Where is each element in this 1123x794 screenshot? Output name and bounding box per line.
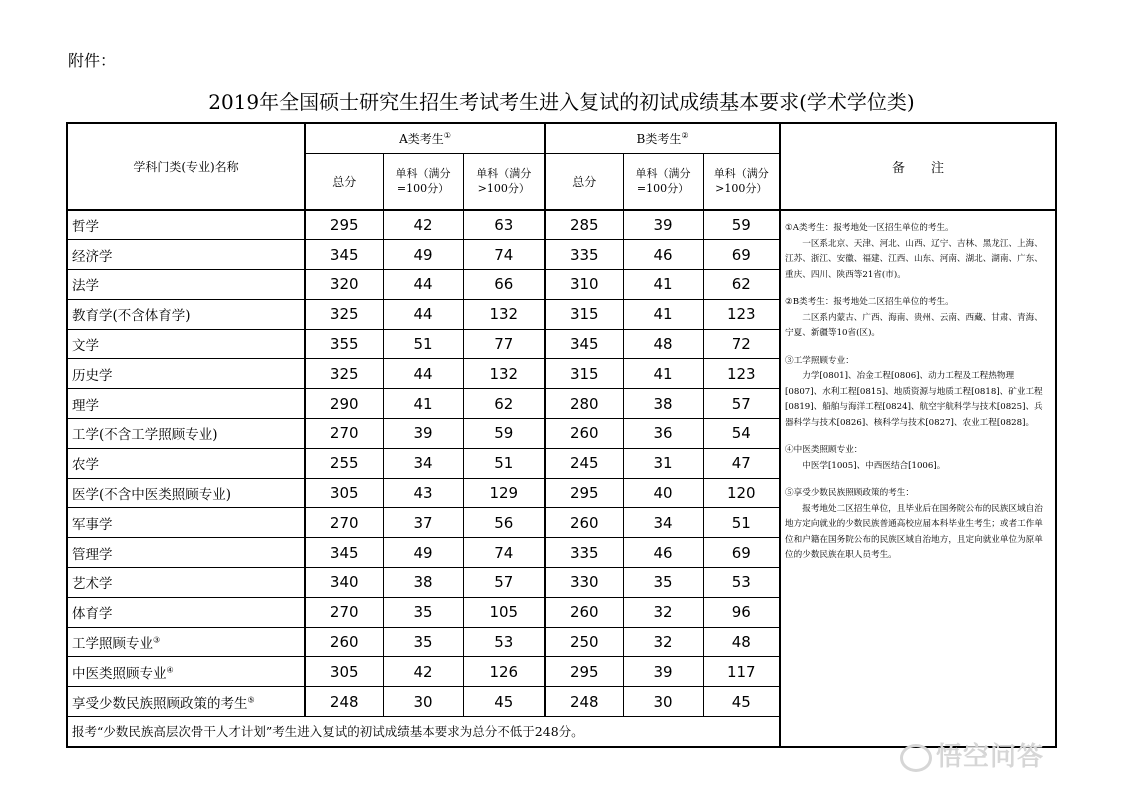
subject-name: 理学 [67,389,305,419]
score-a-total: 270 [305,597,383,627]
score-b-sover: 120 [703,478,780,508]
note-item: ⑤享受少数民族照顾政策的考生： 报考地处二区招生单位，且毕业后在国务院公布的民族区域自治地方定向就业的少数民族普通高校应届本科毕业生考生；或者工作单位和户籍在国务院公布的民族区域自治地方，且定向就业单位为原单位的少数民族在职人员考生。 [785,488,1043,560]
score-b-s100: 39 [623,210,703,240]
score-a-s100: 43 [383,478,463,508]
score-a-total: 305 [305,478,383,508]
score-a-total: 295 [305,210,383,240]
score-a-total: 248 [305,687,383,717]
score-a-sover: 57 [463,568,545,598]
score-b-s100: 46 [623,240,703,270]
score-b-sover: 69 [703,240,780,270]
score-a-total: 355 [305,329,383,359]
score-b-s100: 38 [623,389,703,419]
note-item: ③工学照顾专业： 力学[0801]、冶金工程[0806]、动力工程及工程热物理[0807]、水利工程[0815]、地质资源与地质工程[0818]、矿业工程[0819]、船舶与海洋工程[0824]、航空宇航科学与技术[0825]、兵器科学与技术[0826]、核科学与技术[0827]、农业工程[0828]。 [785,355,1043,428]
score-a-total: 320 [305,270,383,300]
score-b-sover: 72 [703,329,780,359]
score-b-total: 295 [545,657,623,687]
score-a-sover: 74 [463,538,545,568]
score-b-sover: 48 [703,627,780,657]
header-b-single-over100: 单科（满分 >100分） [703,153,780,210]
score-b-s100: 31 [623,448,703,478]
annex-label: 附件： [68,51,117,70]
score-a-sover: 45 [463,687,545,717]
score-b-sover: 123 [703,299,780,329]
score-b-sover: 57 [703,389,780,419]
score-b-total: 345 [545,329,623,359]
score-b-sover: 45 [703,687,780,717]
note-item: ②B类考生：报考地处二区招生单位的考生。 二区系内蒙古、广西、海南、贵州、云南、西藏、甘肃、青海、宁夏、新疆等10省(区)。 [785,297,1043,338]
score-b-total: 248 [545,687,623,717]
subject-name: 医学(不含中医类照顾专业) [67,478,305,508]
subject-name: 中医类照顾专业④ [67,657,305,687]
score-b-s100: 35 [623,568,703,598]
score-a-s100: 51 [383,329,463,359]
score-b-sover: 123 [703,359,780,389]
score-b-total: 315 [545,299,623,329]
score-a-s100: 49 [383,538,463,568]
header-subject: 学科门类(专业)名称 [67,123,305,210]
score-b-sover: 59 [703,210,780,240]
score-a-s100: 44 [383,359,463,389]
score-a-sover: 56 [463,508,545,538]
chat-bubble-icon [900,744,932,772]
score-b-sover: 54 [703,419,780,449]
score-b-total: 295 [545,478,623,508]
score-a-s100: 37 [383,508,463,538]
score-b-sover: 69 [703,538,780,568]
score-a-s100: 35 [383,597,463,627]
score-b-sover: 51 [703,508,780,538]
subject-name: 管理学 [67,538,305,568]
score-a-sover: 105 [463,597,545,627]
header-a-single-100: 单科（满分 =100分） [383,153,463,210]
score-a-total: 270 [305,508,383,538]
score-b-total: 280 [545,389,623,419]
score-a-s100: 42 [383,657,463,687]
score-a-sover: 63 [463,210,545,240]
score-b-s100: 41 [623,299,703,329]
score-a-total: 305 [305,657,383,687]
score-b-total: 315 [545,359,623,389]
score-b-total: 260 [545,419,623,449]
score-b-s100: 32 [623,597,703,627]
score-table [66,122,1057,748]
remarks-notes [780,210,1056,747]
subject-name: 农学 [67,448,305,478]
score-a-sover: 132 [463,299,545,329]
score-b-total: 250 [545,627,623,657]
score-a-s100: 44 [383,299,463,329]
subject-name: 历史学 [67,359,305,389]
note-item: ①A类考生：报考地处一区招生单位的考生。 一区系北京、天津、河北、山西、辽宁、吉林、黑龙江、上海、江苏、浙江、安徽、福建、江西、山东、河南、湖北、湖南、广东、重庆、四川、陕西等21省(市)。 [785,223,1043,280]
score-b-s100: 32 [623,627,703,657]
header-b-total: 总分 [545,153,623,210]
score-a-total: 345 [305,538,383,568]
score-b-total: 335 [545,240,623,270]
score-a-sover: 77 [463,329,545,359]
score-b-sover: 47 [703,448,780,478]
score-a-s100: 39 [383,419,463,449]
score-b-total: 285 [545,210,623,240]
score-a-sover: 53 [463,627,545,657]
score-a-s100: 30 [383,687,463,717]
subject-name: 哲学 [67,210,305,240]
score-a-total: 290 [305,389,383,419]
score-b-sover: 117 [703,657,780,687]
subject-name: 艺术学 [67,568,305,598]
score-b-total: 260 [545,508,623,538]
subject-name: 法学 [67,270,305,300]
subject-name: 教育学(不含体育学) [67,299,305,329]
score-b-s100: 46 [623,538,703,568]
score-a-sover: 129 [463,478,545,508]
header-group-a: A类考生① [305,123,545,153]
subject-name: 体育学 [67,597,305,627]
score-b-total: 330 [545,568,623,598]
score-b-total: 310 [545,270,623,300]
score-b-s100: 40 [623,478,703,508]
subject-name: 经济学 [67,240,305,270]
footer-note: 报考“少数民族高层次骨干人才计划”考生进入复试的初试成绩基本要求为总分不低于248分。 [67,717,780,747]
score-a-total: 325 [305,299,383,329]
score-a-total: 325 [305,359,383,389]
score-a-s100: 49 [383,240,463,270]
score-b-total: 245 [545,448,623,478]
score-a-total: 270 [305,419,383,449]
subject-name: 军事学 [67,508,305,538]
subject-name: 文学 [67,329,305,359]
score-a-sover: 51 [463,448,545,478]
score-a-s100: 42 [383,210,463,240]
score-a-sover: 126 [463,657,545,687]
header-a-single-over100: 单科（满分 >100分） [463,153,545,210]
note-item: ④中医类照顾专业： 中医学[1005]、中西医结合[1006]。 [785,445,946,471]
score-b-total: 260 [545,597,623,627]
score-b-s100: 34 [623,508,703,538]
header-group-b: B类考生② [545,123,780,153]
score-a-sover: 74 [463,240,545,270]
score-b-s100: 48 [623,329,703,359]
score-a-sover: 66 [463,270,545,300]
subject-name: 工学照顾专业③ [67,627,305,657]
score-a-total: 340 [305,568,383,598]
score-b-total: 335 [545,538,623,568]
watermark: 悟空问答 [900,736,1044,773]
score-b-s100: 41 [623,270,703,300]
score-a-s100: 34 [383,448,463,478]
subject-name: 工学(不含工学照顾专业) [67,419,305,449]
subject-name: 享受少数民族照顾政策的考生⑤ [67,687,305,717]
score-a-s100: 38 [383,568,463,598]
header-a-total: 总分 [305,153,383,210]
table-row [67,210,1056,240]
score-a-total: 260 [305,627,383,657]
score-a-s100: 35 [383,627,463,657]
score-a-total: 255 [305,448,383,478]
score-b-s100: 36 [623,419,703,449]
score-b-s100: 30 [623,687,703,717]
score-b-s100: 41 [623,359,703,389]
score-b-sover: 96 [703,597,780,627]
score-a-sover: 59 [463,419,545,449]
score-a-sover: 62 [463,389,545,419]
score-a-s100: 41 [383,389,463,419]
document-title: 2019年全国硕士研究生招生考试考生进入复试的初试成绩基本要求(学术学位类) [208,90,915,114]
score-b-sover: 62 [703,270,780,300]
score-a-s100: 44 [383,270,463,300]
score-b-sover: 53 [703,568,780,598]
header-b-single-100: 单科（满分 =100分） [623,153,703,210]
score-a-sover: 132 [463,359,545,389]
score-a-total: 345 [305,240,383,270]
header-remarks: 备 注 [780,123,1056,210]
score-b-s100: 39 [623,657,703,687]
